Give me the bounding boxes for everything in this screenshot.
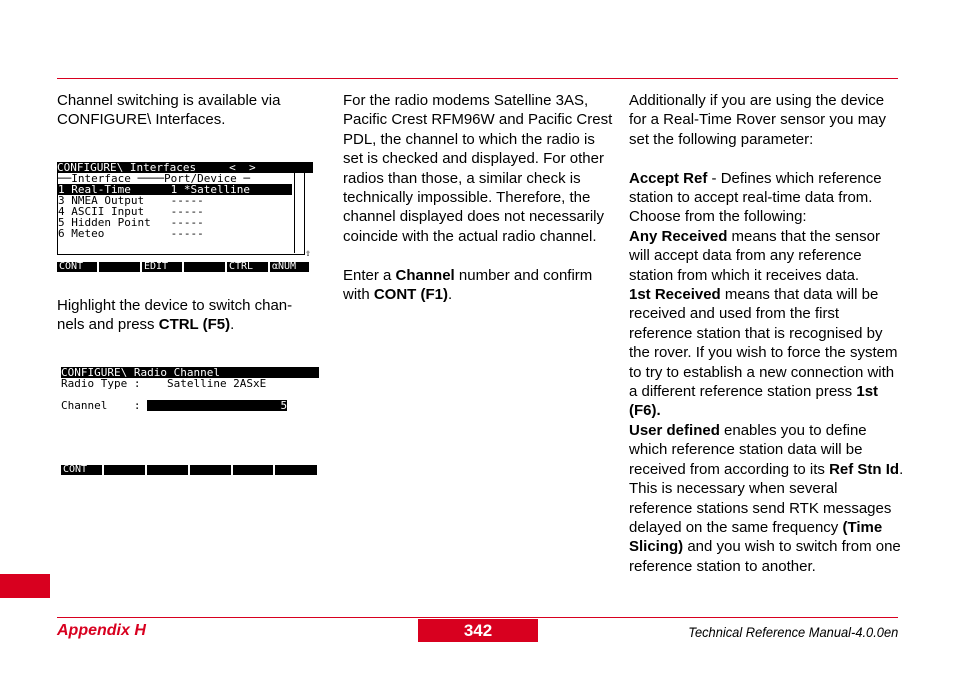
ctrl-key[interactable]: CTRL [227, 262, 268, 272]
channel-field[interactable]: 5 [147, 400, 287, 411]
bottom-rule [57, 617, 898, 618]
additional-paragraph: Additionally if you are using the device for a Real-Time Rover sensor you may set the following parameter: [629, 92, 887, 148]
top-rule [57, 78, 898, 79]
radio-channel-screen [61, 367, 319, 475]
channel-row: Channel : 5 [61, 400, 288, 411]
empty-key[interactable] [184, 262, 225, 272]
column-left [57, 91, 319, 130]
list-item[interactable]: 5 Hidden Point ----- [58, 217, 204, 228]
chapter-tab-marker [0, 574, 50, 598]
empty-key[interactable] [190, 465, 231, 475]
column-left-lower [57, 296, 319, 335]
interface-list-box [57, 173, 305, 255]
alpha-num-key[interactable]: αNUM [270, 262, 309, 272]
list-header: ──Interface ────Port/Device ─ [58, 173, 251, 184]
column-middle [343, 91, 615, 304]
appendix-label: Appendix H [57, 622, 146, 639]
channel-instruction-paragraph: Enter a Channel number and confirm with CONT (F1). [343, 266, 593, 304]
instruction-paragraph: Highlight the device to switch chan-nels and press CTRL (F5). [57, 297, 293, 334]
empty-key[interactable] [275, 465, 317, 475]
intro-paragraph: Channel switching is available via CONFIGURE\ Interfaces. [57, 92, 281, 129]
function-key-bar [61, 465, 319, 475]
list-item[interactable]: 6 Meteo ----- [58, 228, 204, 239]
list-item[interactable]: 4 ASCII Input ----- [58, 206, 204, 217]
configure-interfaces-screen [57, 162, 313, 272]
function-key-bar [57, 262, 313, 272]
empty-key[interactable] [233, 465, 273, 475]
cont-key[interactable]: CONT [57, 262, 97, 272]
list-item-selected[interactable]: 1 Real-Time 1 *Satelline [58, 184, 292, 195]
screen-title: CONFIGURE\ Radio Channel [61, 367, 319, 378]
accept-ref-paragraph: Accept Ref - Defines which reference station to accept real-time data from. Choose from the following: [629, 169, 882, 226]
empty-key[interactable] [99, 262, 140, 272]
scrollbar[interactable] [294, 173, 304, 253]
page-number: 342 [418, 619, 538, 642]
edit-key[interactable]: EDIT [142, 262, 182, 272]
radio-type-row: Radio Type : Satelline 2ASxE [61, 378, 267, 389]
screen-title: CONFIGURE\ Interfaces < > [57, 162, 313, 173]
manual-title: Technical Reference Manual-4.0.0en [687, 624, 898, 640]
any-received-paragraph: Any Received means that the sensor will accept data from any reference station from which it receives data. [629, 227, 880, 284]
column-right [629, 91, 904, 576]
empty-key[interactable] [147, 465, 188, 475]
user-defined-paragraph: User defined enables you to define which reference station data will be received from according to its Ref Stn Id. This is necessary when several reference stations send RTK messages delayed on the same frequency (Time Slicing) and you wish to switch from one reference station to another. [629, 421, 904, 575]
cont-key[interactable]: CONT [61, 465, 102, 475]
list-item[interactable]: 3 NMEA Output ----- [58, 195, 204, 206]
scroll-up-icon: ⇧ [305, 248, 312, 259]
first-received-paragraph: 1st Received means that data will be received and used from the first reference station that is recognised by the rover. If you wish to force the system to try to establish a new connection with a different reference station press 1st (F6). [629, 286, 898, 420]
empty-key[interactable] [104, 465, 145, 475]
radio-check-paragraph: For the radio modems Satelline 3AS, Pacific Crest RFM96W and Pacific Crest PDL, the channel to which the radio is set is checked and displayed. For other radios than those, a similar check is technically impossible. Therefore, the channel displayed does not necessarily coincide with the actual radio channel. [343, 92, 613, 245]
